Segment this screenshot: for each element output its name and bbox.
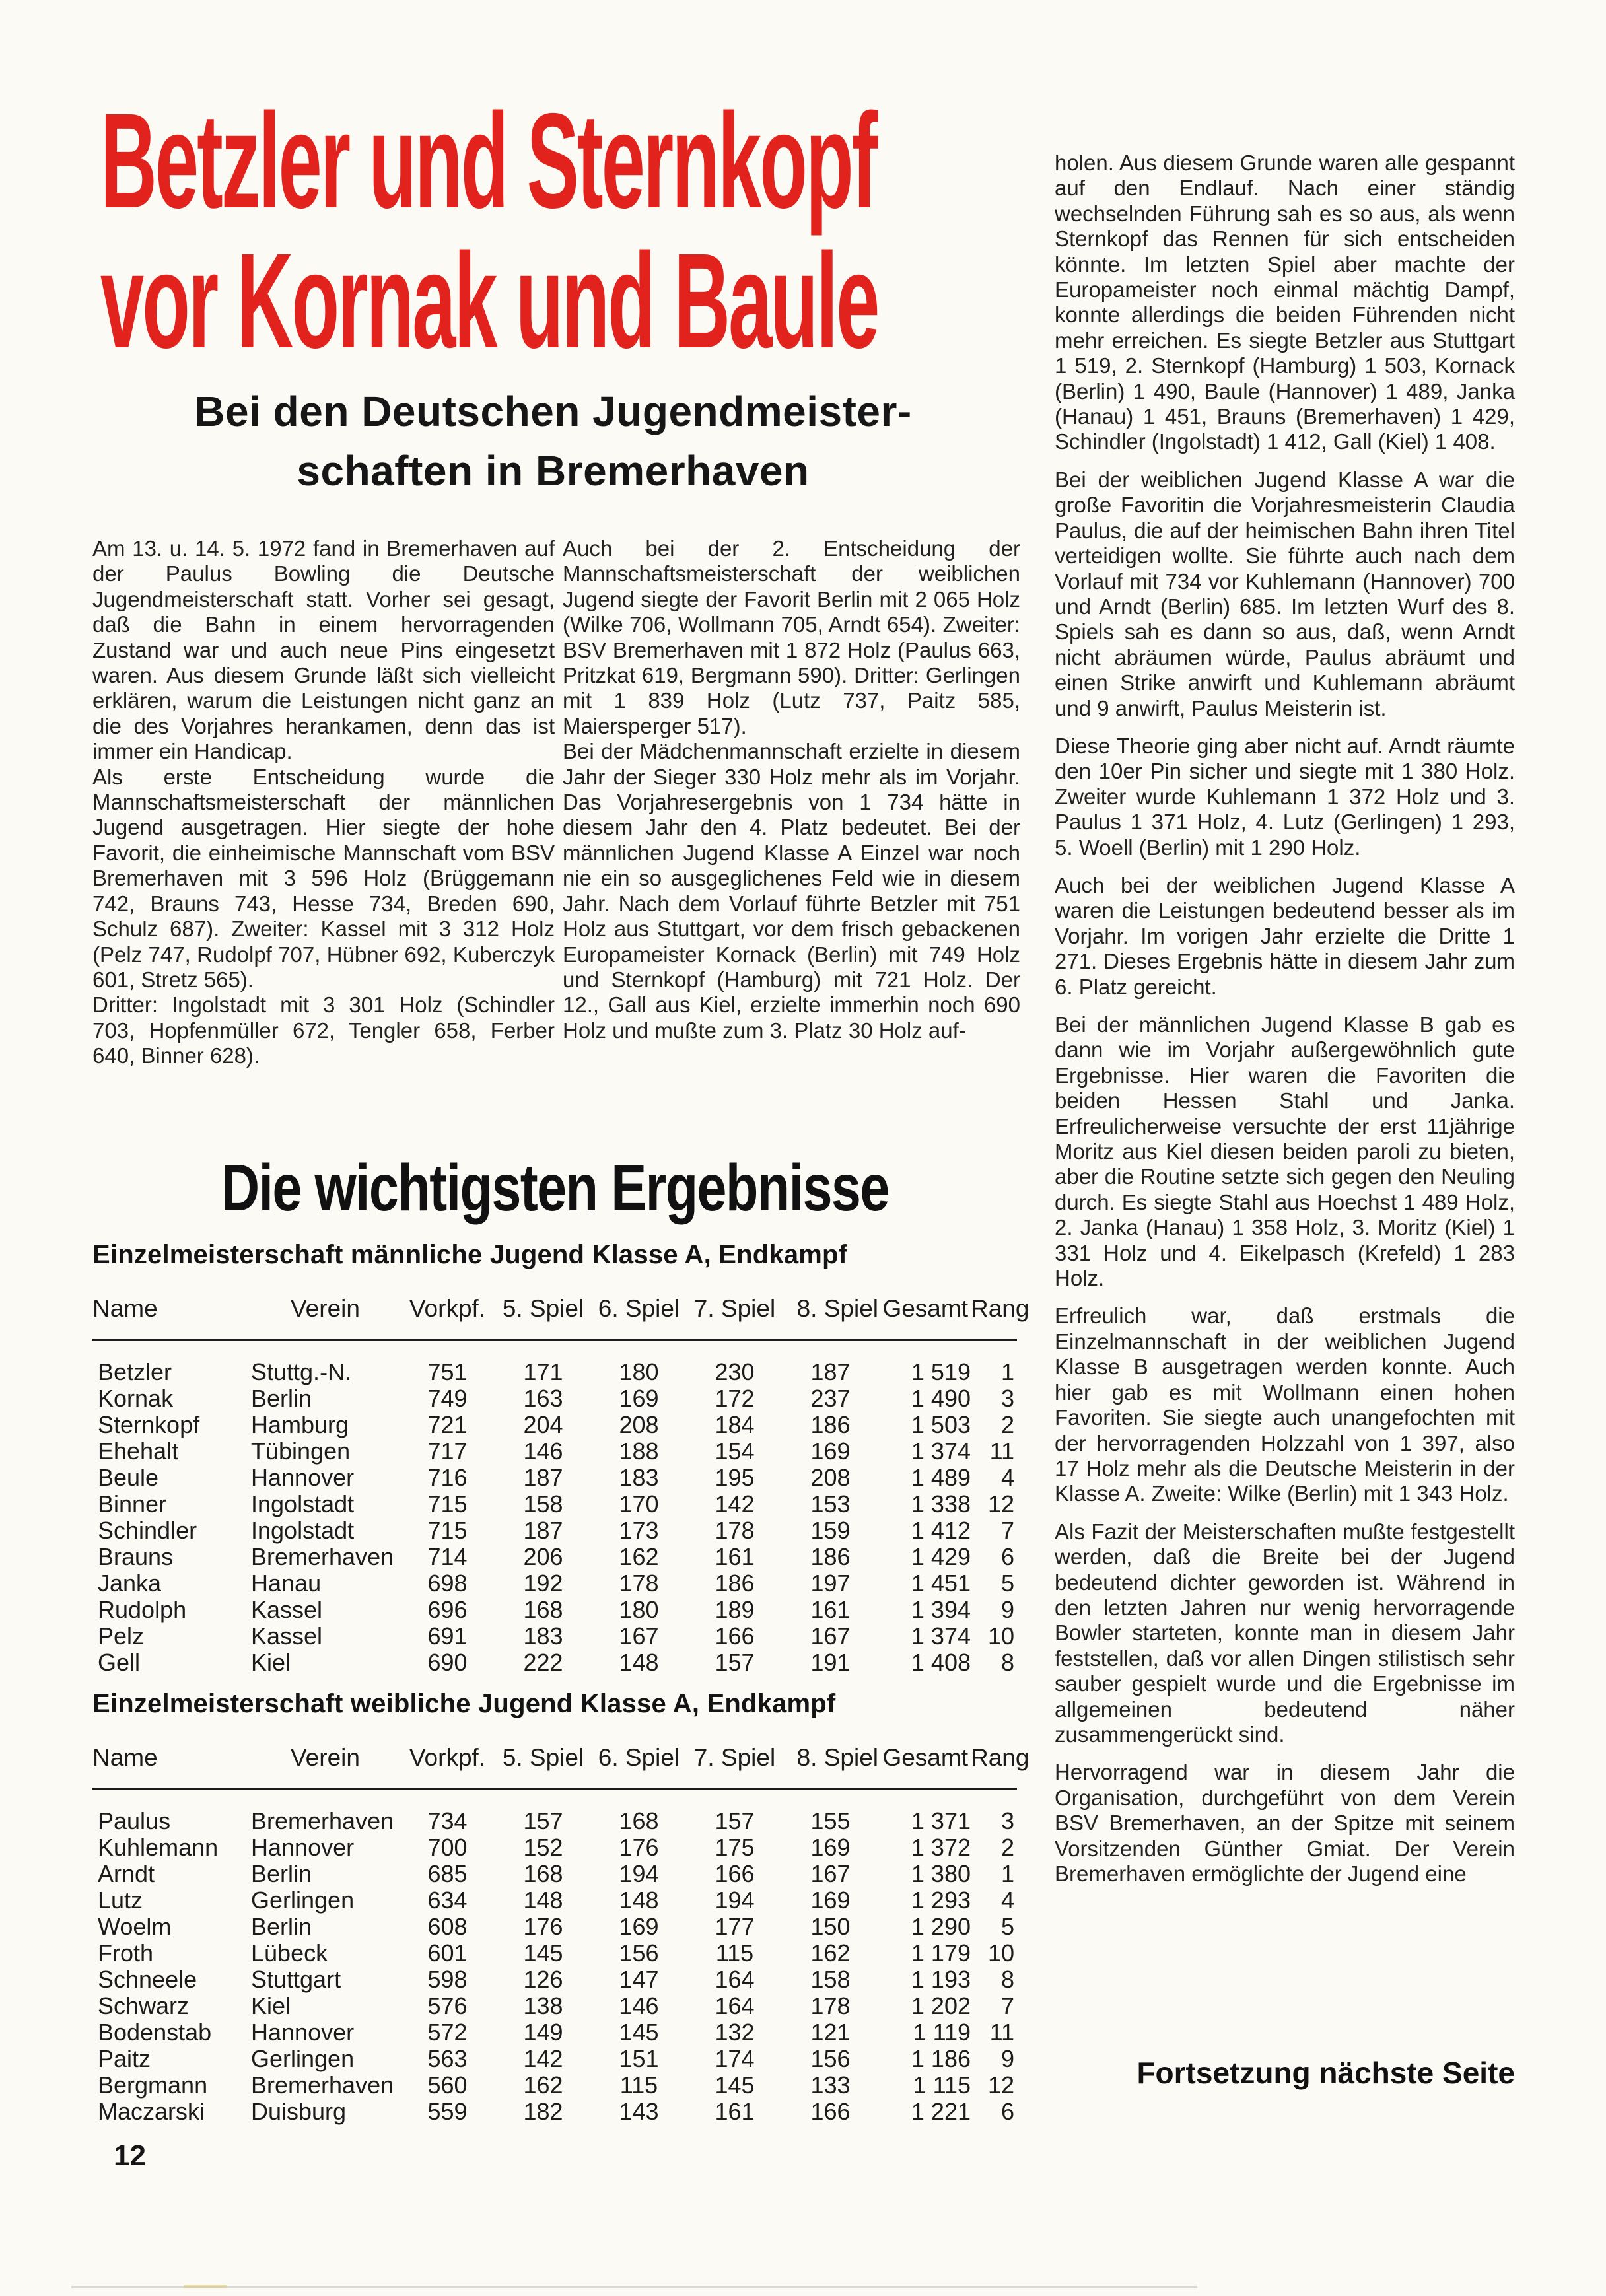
cell-rank: 2 [1000, 1834, 1014, 1861]
cell-game7: 230 [715, 1358, 755, 1385]
cell-total: 1 519 [911, 1358, 971, 1385]
cell-rank: 5 [1000, 1913, 1014, 1940]
cell-vorkpf: 572 [427, 2019, 468, 2046]
cell-name: Schneele [98, 1966, 197, 1993]
cell-game8: 186 [810, 1543, 851, 1570]
cell-game8: 167 [810, 1622, 851, 1650]
cell-vorkpf: 751 [427, 1358, 468, 1385]
cell-vorkpf: 715 [427, 1490, 468, 1517]
cell-game8: 169 [810, 1887, 851, 1914]
cell-game5: 182 [523, 2098, 563, 2125]
cell-game5: 158 [523, 1490, 563, 1517]
cell-name: Paulus [98, 1807, 171, 1834]
results-section-title: Die wichtigsten Ergebnisse [221, 1151, 889, 1225]
column-header: 6. Spiel [598, 1744, 680, 1771]
table-row [92, 1834, 1017, 1860]
table-row [92, 1358, 1017, 1385]
cell-total: 1 429 [911, 1543, 971, 1570]
cell-total: 1 179 [911, 1939, 971, 1966]
column-header: 7. Spiel [693, 1744, 776, 1771]
cell-game8: 159 [810, 1517, 851, 1544]
cell-total: 1 115 [913, 2071, 971, 2099]
cell-name: Pelz [98, 1622, 145, 1650]
column-header: Rang [971, 1295, 1030, 1322]
cell-vorkpf: 685 [427, 1860, 468, 1887]
cell-total: 1 451 [911, 1570, 971, 1597]
cell-name: Betzler [98, 1358, 172, 1385]
cell-rank: 1 [1000, 1358, 1014, 1385]
cell-game5: 206 [523, 1543, 563, 1570]
cell-rank: 8 [1000, 1966, 1014, 1993]
table-rule [92, 1339, 1017, 1341]
cell-club: Berlin [251, 1860, 312, 1887]
cell-game6: 188 [619, 1438, 659, 1465]
paragraph: Auch bei der 2. Entscheidung der Mannschaftsmeisterschaft der weiblichen Jugend siegte der Favorit Berlin mit 2 065 Holz (Wilke 706, Wollmann 705, Arndt 654). Zweiter: BSV Bremerhaven mit 1 872 Holz (Paulus 663, Pritzkat 619, Bergmann 590). Dritter: Gerlingen mit 1 839 Holz (Lutz 737, Paitz 585, Maiersperger 517). [563, 536, 1020, 738]
cell-game7: 175 [715, 1834, 755, 1861]
cell-game8: 166 [810, 2098, 851, 2125]
scan-smudge [184, 2285, 227, 2288]
cell-game6: 194 [619, 1860, 659, 1887]
cell-game8: 237 [810, 1385, 851, 1412]
cell-club: Berlin [251, 1913, 312, 1940]
cell-club: Hannover [251, 1464, 355, 1491]
cell-game5: 149 [523, 2019, 563, 2046]
cell-vorkpf: 734 [427, 1807, 468, 1834]
cell-game5: 171 [523, 1358, 563, 1385]
cell-name: Janka [98, 1570, 162, 1597]
table-row [92, 2098, 1017, 2124]
cell-game7: 115 [715, 1939, 754, 1966]
column-header: Name [92, 1744, 158, 1771]
cell-game8: 187 [810, 1358, 851, 1385]
cell-vorkpf: 714 [427, 1543, 468, 1570]
cell-club: Gerlingen [251, 1887, 355, 1914]
cell-game8: 150 [810, 1913, 851, 1940]
cell-game6: 180 [619, 1596, 659, 1623]
cell-game6: 183 [619, 1464, 659, 1491]
cell-total: 1 338 [911, 1490, 971, 1517]
headline-line1: Betzler und Sternkopf [100, 85, 876, 236]
cell-game6: 148 [619, 1649, 659, 1676]
cell-game5: 152 [523, 1834, 563, 1861]
cell-game6: 169 [619, 1385, 659, 1412]
table-row [92, 1939, 1017, 1966]
table-row [92, 1913, 1017, 1939]
subhead-line1: Bei den Deutschen Jugendmeister- [194, 388, 912, 435]
body-column-right [1055, 151, 1515, 1899]
cell-game7: 189 [715, 1596, 755, 1623]
cell-game5: 157 [523, 1807, 563, 1834]
cell-club: Bremerhaven [251, 2071, 394, 2099]
cell-game6: 170 [619, 1490, 659, 1517]
cell-game7: 154 [715, 1438, 755, 1465]
cell-game7: 172 [715, 1385, 755, 1412]
cell-vorkpf: 576 [427, 1992, 468, 2019]
cell-game5: 176 [523, 1913, 563, 1940]
cell-total: 1 290 [911, 1913, 971, 1940]
body-column-middle [563, 536, 1020, 1043]
column-header: 6. Spiel [598, 1295, 680, 1322]
cell-name: Gell [98, 1649, 141, 1676]
cell-vorkpf: 717 [427, 1438, 468, 1465]
cell-rank: 6 [1000, 1543, 1014, 1570]
cell-game6: 148 [619, 1887, 659, 1914]
cell-club: Gerlingen [251, 2045, 355, 2072]
cell-game7: 157 [715, 1807, 755, 1834]
cell-name: Ehehalt [98, 1438, 179, 1465]
cell-name: Lutz [98, 1887, 143, 1914]
paragraph: Hervorragend war in diesem Jahr die Organisation, durchgeführt von dem Verein BSV Bremerhaven, an der Spitze mit seinem Vorsitzenden Günther Gmiat. Der Verein Bremerhaven ermöglichte der Jugend eine [1055, 1760, 1515, 1886]
cell-game8: 121 [810, 2019, 851, 2046]
cell-rank: 10 [987, 1939, 1014, 1966]
cell-game7: 164 [715, 1966, 755, 1993]
cell-game7: 161 [715, 1543, 755, 1570]
table-row [92, 1596, 1017, 1622]
subhead [92, 382, 1014, 501]
cell-game5: 187 [523, 1517, 563, 1544]
table-subtitle: Einzelmeisterschaft weibliche Jugend Klasse A, Endkampf [92, 1689, 836, 1718]
cell-game6: 151 [619, 2045, 659, 2072]
cell-club: Hannover [251, 1834, 355, 1861]
cell-game7: 195 [715, 1464, 755, 1491]
cell-club: Stuttg.-N. [251, 1358, 352, 1385]
cell-game5: 192 [523, 1570, 563, 1597]
column-header: 5. Spiel [502, 1295, 584, 1322]
cell-game7: 194 [715, 1887, 755, 1914]
table-row [92, 1860, 1017, 1887]
cell-vorkpf: 721 [427, 1411, 468, 1438]
cell-vorkpf: 749 [427, 1385, 468, 1412]
cell-game5: 204 [523, 1411, 563, 1438]
cell-game5: 168 [523, 1596, 563, 1623]
column-header: Verein [291, 1295, 360, 1322]
table-body [92, 1807, 1017, 2124]
cell-total: 1 371 [911, 1807, 971, 1834]
cell-rank: 9 [1000, 2045, 1014, 2072]
cell-vorkpf: 715 [427, 1517, 468, 1544]
cell-total: 1 293 [911, 1887, 971, 1914]
cell-total: 1 374 [911, 1438, 971, 1465]
paragraph: Diese Theorie ging aber nicht auf. Arndt räumte den 10er Pin sicher und siegte mit 1 380 Holz. Zweiter wurde Kuhlemann 1 372 Holz und 3. Paulus 1 371 Holz, 4. Lutz (Gerlingen) 1 293, 5. Woell (Berlin) mit 1 290 Holz. [1055, 733, 1515, 860]
table-row [92, 1490, 1017, 1517]
cell-game5: 146 [523, 1438, 563, 1465]
table-row [92, 2045, 1017, 2071]
page-number: 12 [114, 2139, 146, 2172]
cell-game7: 184 [715, 1411, 755, 1438]
scan-edge-line [71, 2286, 1197, 2288]
cell-club: Kiel [251, 1649, 291, 1676]
cell-game5: 187 [523, 1464, 563, 1491]
column-header: Name [92, 1295, 158, 1322]
cell-game8: 191 [810, 1649, 851, 1676]
cell-vorkpf: 691 [427, 1622, 468, 1650]
cell-vorkpf: 700 [427, 1834, 468, 1861]
cell-club: Ingolstadt [251, 1490, 355, 1517]
cell-game7: 186 [715, 1570, 755, 1597]
cell-game6: 147 [619, 1966, 659, 1993]
cell-game6: 115 [619, 2071, 658, 2099]
cell-game6: 167 [619, 1622, 659, 1650]
cell-club: Stuttgart [251, 1966, 341, 1993]
cell-game7: 174 [715, 2045, 755, 2072]
cell-club: Ingolstadt [251, 1517, 355, 1544]
cell-game7: 166 [715, 1860, 755, 1887]
cell-vorkpf: 560 [427, 2071, 468, 2099]
paragraph: Erfreulich war, daß erstmals die Einzelmannschaft in der weiblichen Jugend Klasse B ausgetragen werden konnte. Auch hier gab es mit Wollmann einen hohen Favoriten. Sie siegte auch unangefochten mit der hervorragenden Holzzahl von 1 397, also 17 Holz mehr als die Deutsche Meisterin in der Klasse A. Zweite: Wilke (Berlin) mit 1 343 Holz. [1055, 1304, 1515, 1506]
paragraph: Bei der männlichen Jugend Klasse B gab es dann wie im Vorjahr außergewöhnlich gute Ergebnisse. Hier waren die Favoriten die beiden Hessen Stahl und Janka. Erfreulicherweise versuchte der erst 11jährige Moritz aus Kiel diesen beiden paroli zu bieten, aber die Routine setzte sich gegen den Neuling durch. Es siegte Stahl aus Hoechst 1 489 Holz, 2. Janka (Hanau) 1 358 Holz, 3. Moritz (Kiel) 1 331 Holz und 4. Eikelpasch (Krefeld) 1 283 Holz. [1055, 1012, 1515, 1291]
table-row [92, 1649, 1017, 1675]
paragraph: Dritter: Ingolstadt mit 3 301 Holz (Schindler 703, Hopfenmüller 672, Tengler 658, Ferber 640, Binner 628). [92, 992, 555, 1068]
cell-game8: 167 [810, 1860, 851, 1887]
cell-name: Froth [98, 1939, 154, 1966]
column-header: Vorkpf. [409, 1295, 486, 1322]
cell-game5: 162 [523, 2071, 563, 2099]
paragraph: Bei der Mädchenmannschaft erzielte in diesem Jahr der Sieger 330 Holz mehr als im Vorjahr. Das Vorjahresergebnis von 1 734 hätte in diesem Jahr den 4. Platz bedeutet. Bei der männlichen Jugend Klasse A Einzel war noch nie ein so ausgeglichenes Feld wie in diesem Jahr. Nach dem Vorlauf führte Betzler mit 751 Holz aus Stuttgart, vor dem frisch gebackenen Europameister Kornack (Berlin) mit 749 Holz und Sternkopf (Hamburg) mit 721 Holz. Der 12., Gall aus Kiel, erzielte immerhin noch 690 Holz und mußte zum 3. Platz 30 Holz auf- [563, 739, 1020, 1043]
cell-vorkpf: 598 [427, 1966, 468, 1993]
table-body [92, 1358, 1017, 1675]
cell-name: Schwarz [98, 1992, 190, 2019]
cell-game5: 142 [523, 2045, 563, 2072]
cell-game5: 168 [523, 1860, 563, 1887]
cell-rank: 7 [1000, 1517, 1014, 1544]
column-header: Rang [971, 1744, 1030, 1771]
column-header: Gesamt [882, 1744, 968, 1771]
cell-rank: 7 [1000, 1992, 1014, 2019]
cell-game6: 208 [619, 1411, 659, 1438]
cell-name: Sternkopf [98, 1411, 200, 1438]
cell-name: Woelm [98, 1913, 172, 1940]
cell-vorkpf: 563 [427, 2045, 468, 2072]
cell-total: 1 412 [911, 1517, 971, 1544]
cell-name: Kornak [98, 1385, 174, 1412]
column-header: 5. Spiel [502, 1744, 584, 1771]
cell-name: Kuhlemann [98, 1834, 219, 1861]
cell-total: 1 372 [911, 1834, 971, 1861]
cell-game6: 173 [619, 1517, 659, 1544]
cell-game8: 178 [810, 1992, 851, 2019]
cell-game6: 146 [619, 1992, 659, 2019]
cell-game6: 168 [619, 1807, 659, 1834]
cell-club: Kiel [251, 1992, 291, 2019]
cell-club: Berlin [251, 1385, 312, 1412]
cell-game6: 169 [619, 1913, 659, 1940]
column-header: Verein [291, 1744, 360, 1771]
cell-name: Bodenstab [98, 2019, 212, 2046]
cell-club: Kassel [251, 1622, 323, 1650]
column-header: 7. Spiel [693, 1295, 776, 1322]
headline-line2: vor Kornak und Baule [100, 225, 878, 376]
table-female-youth-class-a [92, 1689, 1030, 2125]
table-row [92, 2019, 1017, 2045]
continuation-note: Fortsetzung nächste Seite [1136, 2056, 1515, 2090]
cell-vorkpf: 634 [427, 1887, 468, 1914]
cell-club: Bremerhaven [251, 1543, 394, 1570]
cell-game7: 166 [715, 1622, 755, 1650]
cell-game8: 158 [810, 1966, 851, 1993]
cell-total: 1 503 [911, 1411, 971, 1438]
cell-rank: 4 [1000, 1887, 1014, 1914]
cell-game7: 157 [715, 1649, 755, 1676]
table-row [92, 1887, 1017, 1913]
table-male-youth-class-a [92, 1240, 1030, 1676]
cell-game8: 169 [810, 1834, 851, 1861]
cell-total: 1 394 [911, 1596, 971, 1623]
cell-game6: 180 [619, 1358, 659, 1385]
column-header: 8. Spiel [796, 1744, 878, 1771]
cell-name: Binner [98, 1490, 167, 1517]
cell-club: Tübingen [251, 1438, 351, 1465]
cell-rank: 6 [1000, 2098, 1014, 2125]
cell-vorkpf: 690 [427, 1649, 468, 1676]
cell-club: Kassel [251, 1596, 323, 1623]
cell-vorkpf: 608 [427, 1913, 468, 1940]
paragraph: Auch bei der weiblichen Jugend Klasse A waren die Leistungen bedeutend besser als im Vorjahr. Im vorigen Jahr erzielte die Dritte 1 271. Dieses Ergebnis hätte in diesem Jahr zum 6. Platz gereicht. [1055, 872, 1515, 999]
cell-total: 1 490 [911, 1385, 971, 1412]
table-rule [92, 1788, 1017, 1790]
cell-name: Arndt [98, 1860, 155, 1887]
cell-game7: 177 [715, 1913, 755, 1940]
cell-game8: 133 [810, 2071, 851, 2099]
table-row [92, 1570, 1017, 1596]
cell-name: Brauns [98, 1543, 174, 1570]
column-header: Gesamt [882, 1295, 968, 1322]
cell-rank: 11 [989, 2019, 1014, 2046]
cell-game6: 143 [619, 2098, 659, 2125]
table-row [92, 1464, 1017, 1490]
column-header: 8. Spiel [796, 1295, 878, 1322]
cell-vorkpf: 716 [427, 1464, 468, 1491]
cell-rank: 3 [1000, 1385, 1014, 1412]
table-row [92, 1517, 1017, 1543]
cell-game8: 197 [810, 1570, 851, 1597]
cell-vorkpf: 696 [427, 1596, 468, 1623]
cell-club: Hanau [251, 1570, 322, 1597]
cell-name: Maczarski [98, 2098, 205, 2125]
cell-game7: 164 [715, 1992, 755, 2019]
table-row [92, 1385, 1017, 1411]
table-row [92, 1438, 1017, 1464]
cell-name: Beule [98, 1464, 159, 1491]
cell-club: Lübeck [251, 1939, 328, 1966]
cell-total: 1 408 [911, 1649, 971, 1676]
cell-game5: 126 [523, 1966, 563, 1993]
cell-game7: 145 [715, 2071, 755, 2099]
table-row [92, 1992, 1017, 2019]
cell-club: Hannover [251, 2019, 355, 2046]
cell-game5: 148 [523, 1887, 563, 1914]
cell-game6: 145 [619, 2019, 659, 2046]
paragraph: Am 13. u. 14. 5. 1972 fand in Bremerhaven auf der Paulus Bowling die Deutsche Jugendmeisterschaft statt. Vorher sei gesagt, daß die Bahn in einem hervorragenden Zustand war und auch neue Pins eingesetzt waren. Aus diesem Grunde läßt sich vielleicht erklären, warum die Leistungen nicht ganz an die des Vorjahres herankamen, denn das ist immer ein Handicap. [92, 536, 555, 764]
cell-name: Paitz [98, 2045, 151, 2072]
cell-rank: 8 [1000, 1649, 1014, 1676]
cell-total: 1 380 [911, 1860, 971, 1887]
cell-rank: 11 [989, 1438, 1014, 1465]
cell-rank: 2 [1000, 1411, 1014, 1438]
cell-game8: 169 [810, 1438, 851, 1465]
cell-game8: 161 [810, 1596, 851, 1623]
cell-vorkpf: 559 [427, 2098, 468, 2125]
paragraph: holen. Aus diesem Grunde waren alle gespannt auf den Endlauf. Nach einer ständig wechselnden Führung sah es so aus, als wenn Sternkopf das Rennen für sich entscheiden könnte. Im letzten Spiel aber machte der Europameister noch einmal mächtig Dampf, konnte allerdings die beiden Führenden nicht mehr erreichen. Es siegte Betzler aus Stuttgart 1 519, 2. Sternkopf (Hamburg) 1 503, Kornack (Berlin) 1 490, Baule (Hannover) 1 489, Janka (Hanau) 1 451, Brauns (Bremerhaven) 1 429, Schindler (Ingolstadt) 1 412, Gall (Kiel) 1 408. [1055, 151, 1515, 454]
cell-game5: 145 [523, 1939, 563, 1966]
paragraph: Bei der weiblichen Jugend Klasse A war die große Favoritin die Vorjahresmeisterin Claudia Paulus, die auf der heimischen Bahn ihren Titel verteidigen wollte. Sie führte auch nach dem Vorlauf mit 734 vor Kuhlemann (Hannover) 700 und Arndt (Berlin) 685. Im letzten Wurf des 8. Spiels sah es dann so aus, daß, wenn Arndt nicht abräumen würde, Paulus abräumt und einen Strike anwirft und Kuhlemann abräumt und 9 anwirft, Paulus Meisterin ist. [1055, 467, 1515, 720]
body-column-left [92, 536, 555, 1069]
paragraph: Als erste Entscheidung wurde die Mannschaftsmeisterschaft der männlichen Jugend ausgetragen. Hier siegte der hohe Favorit, die einheimische Mannschaft vom BSV Bremerhaven mit 3 596 Holz (Brüggemann 742, Brauns 743, Hesse 734, Breden 690, Schulz 687). Zweiter: Kassel mit 3 312 Holz (Pelz 747, Rudolpf 707, Hübner 692, Kuberczyk 601, Stretz 565). [92, 764, 555, 992]
cell-game5: 183 [523, 1622, 563, 1650]
cell-game8: 155 [810, 1807, 851, 1834]
cell-rank: 4 [1000, 1464, 1014, 1491]
cell-vorkpf: 698 [427, 1570, 468, 1597]
cell-game6: 162 [619, 1543, 659, 1570]
cell-club: Duisburg [251, 2098, 347, 2125]
cell-game5: 138 [523, 1992, 563, 2019]
table-row [92, 1966, 1017, 1992]
cell-total: 1 221 [911, 2098, 971, 2125]
cell-game6: 176 [619, 1834, 659, 1861]
cell-name: Rudolph [98, 1596, 187, 1623]
cell-game7: 161 [715, 2098, 755, 2125]
cell-rank: 3 [1000, 1807, 1014, 1834]
cell-game5: 163 [523, 1385, 563, 1412]
cell-club: Hamburg [251, 1411, 349, 1438]
cell-game8: 162 [810, 1939, 851, 1966]
cell-total: 1 489 [911, 1464, 971, 1491]
cell-total: 1 119 [913, 2019, 971, 2046]
cell-game5: 222 [523, 1649, 563, 1676]
cell-rank: 12 [987, 2071, 1014, 2099]
cell-rank: 1 [1000, 1860, 1014, 1887]
cell-game7: 132 [715, 2019, 755, 2046]
table-header-row [92, 1744, 1030, 1772]
cell-rank: 9 [1000, 1596, 1014, 1623]
paragraph: Als Fazit der Meisterschaften mußte festgestellt werden, daß die Breite bei der Jugend bedeutend dichter geworden ist. Während in den letzten Jahren nur wenig hervorragende Bowler starteten, konnte man in diesem Jahr feststellen, daß vor allen Dingen stilistisch sehr sauber gespielt wurde und die Ergebnisse im allgemeinen bedeutend näher zusammengerückt sind. [1055, 1519, 1515, 1747]
cell-total: 1 193 [911, 1966, 971, 1993]
cell-rank: 5 [1000, 1570, 1014, 1597]
table-row [92, 1411, 1017, 1438]
table-row [92, 1807, 1017, 1834]
cell-game6: 178 [619, 1570, 659, 1597]
cell-vorkpf: 601 [427, 1939, 468, 1966]
cell-game7: 178 [715, 1517, 755, 1544]
cell-game8: 156 [810, 2045, 851, 2072]
cell-total: 1 374 [911, 1622, 971, 1650]
subhead-line2: schaften in Bremerhaven [297, 447, 810, 495]
cell-rank: 12 [987, 1490, 1014, 1517]
table-subtitle: Einzelmeisterschaft männliche Jugend Klasse A, Endkampf [92, 1240, 848, 1269]
cell-game8: 153 [810, 1490, 851, 1517]
column-header: Vorkpf. [409, 1744, 486, 1771]
cell-game8: 186 [810, 1411, 851, 1438]
table-row [92, 1622, 1017, 1649]
table-header-row [92, 1295, 1030, 1323]
table-row [92, 1543, 1017, 1570]
cell-game7: 142 [715, 1490, 755, 1517]
cell-total: 1 202 [911, 1992, 971, 2019]
cell-name: Schindler [98, 1517, 197, 1544]
cell-name: Bergmann [98, 2071, 208, 2099]
cell-rank: 10 [987, 1622, 1014, 1650]
cell-game6: 156 [619, 1939, 659, 1966]
table-row [92, 2071, 1017, 2098]
cell-game8: 208 [810, 1464, 851, 1491]
cell-club: Bremerhaven [251, 1807, 394, 1834]
cell-total: 1 186 [911, 2045, 971, 2072]
